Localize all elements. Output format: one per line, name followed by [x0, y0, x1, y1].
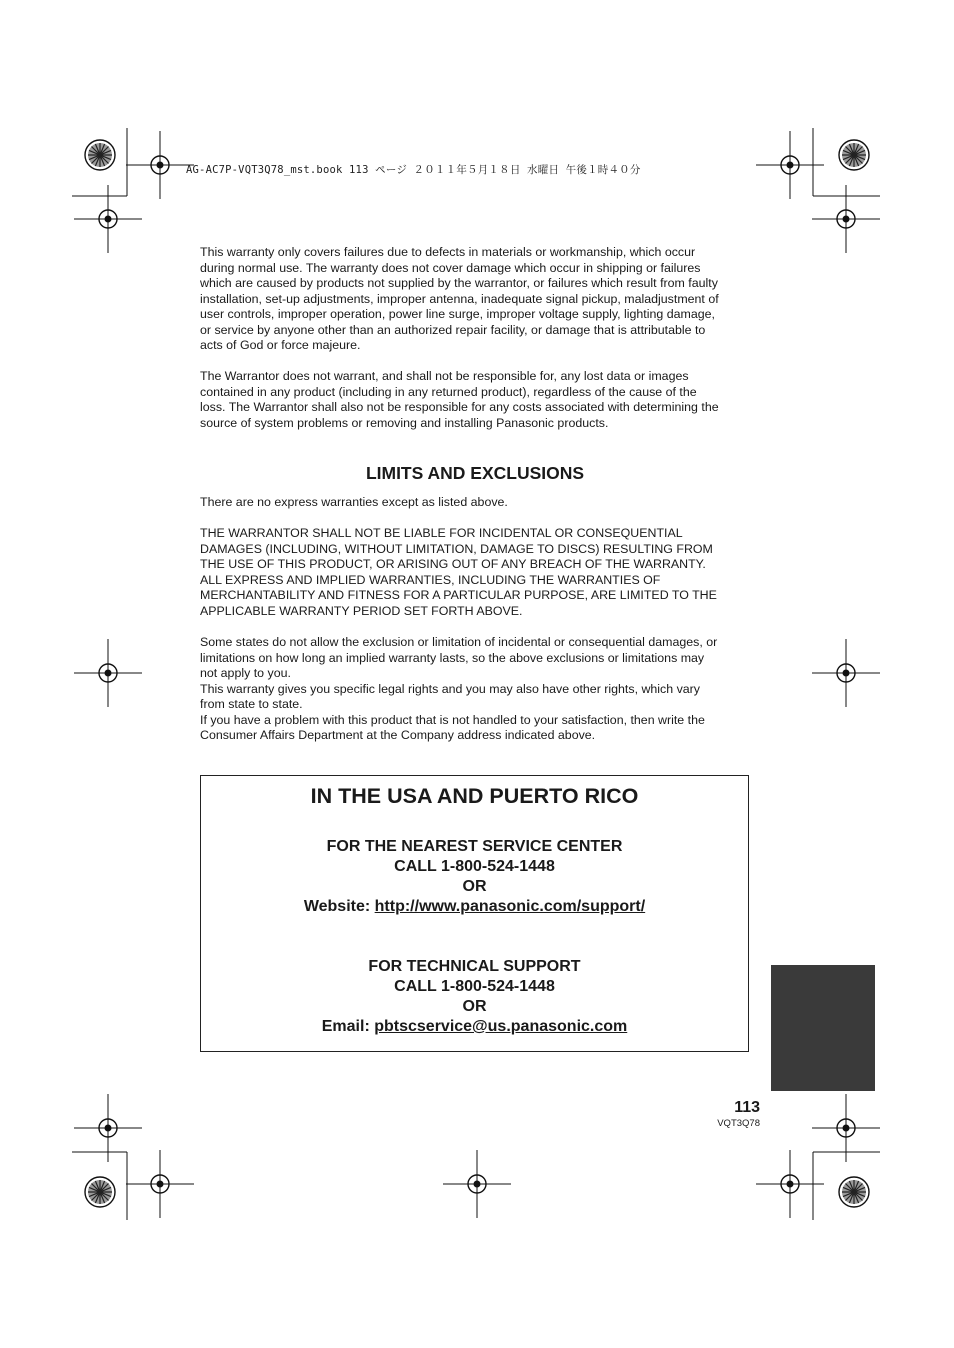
text-line: The Warrantor does not warrant, and shall not be responsible for, any lost data or images — [200, 369, 689, 383]
text-line: DAMAGES (INCLUDING, WITHOUT LIMITATION, DAMAGE TO DISCS) RESULTING FROM — [200, 541, 713, 556]
text-line: user controls, improper operation, power line surge, improper voltage supply, lighting damage, — [200, 307, 715, 321]
express-warranty-paragraph — [200, 495, 750, 511]
text-line: This warranty gives you specific legal rights and you may also have other rights, which vary — [200, 681, 700, 696]
warranty-coverage-paragraph — [200, 245, 750, 354]
text-line: source of system problems or removing and installing Panasonic products. — [200, 415, 609, 430]
print-header-line: AG-AC7P-VQT3Q78_mst.book 113 ページ ２０１１年５月１８日 水曜日 午後１時４０分 — [186, 164, 641, 176]
text-line: which are caused by products not supplied by the warrantor, or failures which result from faulty — [200, 276, 718, 290]
tech-support-heading: FOR TECHNICAL SUPPORT — [368, 958, 581, 975]
text-line: loss. The Warrantor shall also not be responsible for any costs associated with determining the — [200, 400, 719, 414]
text-line: This warranty only covers failures due to defects in materials or workmanship, which occur — [200, 245, 696, 259]
text-line: during normal use. The warranty does not cover damage which occur in shipping or failures — [200, 260, 701, 275]
service-phone: CALL 1-800-524-1448 — [394, 858, 555, 875]
text-line: or service by anyone other than an authorized repair facility, or damage that is attributable to — [200, 322, 706, 337]
document-code: VQT3Q78 — [717, 1118, 760, 1129]
lost-data-paragraph — [200, 369, 750, 431]
text-line: ALL EXPRESS AND IMPLIED WARRANTIES, INCLUDING THE WARRANTIES OF — [200, 572, 661, 587]
page-number: 113 — [734, 1099, 760, 1116]
service-website-line — [201, 897, 748, 917]
service-center-heading: FOR THE NEAREST SERVICE CENTER — [326, 838, 623, 855]
text-line: If you have a problem with this product that is not handled to your satisfaction, then write the — [200, 712, 705, 727]
text-line: THE WARRANTOR SHALL NOT BE LIABLE FOR INCIDENTAL OR CONSEQUENTIAL — [200, 526, 683, 540]
text-line: APPLICABLE WARRANTY PERIOD SET FORTH ABOVE. — [200, 603, 523, 618]
tech-support-or: OR — [462, 998, 487, 1015]
website-label: Website: — [303, 898, 375, 915]
support-website-link[interactable]: http://www.panasonic.com/support/ — [374, 898, 646, 915]
contact-box-title: IN THE USA AND PUERTO RICO — [310, 784, 639, 808]
text-line: Consumer Affairs Department at the Company address indicated above. — [200, 728, 596, 742]
email-label: Email: — [321, 1018, 375, 1035]
text-line: acts of God or force majeure. — [200, 338, 361, 352]
text-line: THE USE OF THIS PRODUCT, OR ARISING OUT OF ANY BREACH OF THE WARRANTY. — [200, 557, 706, 571]
text-line: installation, set-up adjustments, improper antenna, inadequate signal pickup, maladjustment of — [200, 291, 719, 306]
text-line: There are no express warranties except as listed above. — [200, 495, 508, 509]
text-line: contained in any product (including in any returned product), regardless of the cause of the — [200, 384, 697, 399]
tech-support-phone: CALL 1-800-524-1448 — [394, 978, 555, 995]
support-email-link[interactable]: pbtscservice@us.panasonic.com — [374, 1018, 628, 1035]
state-rights-paragraph — [200, 635, 750, 744]
contact-box — [200, 775, 749, 1052]
text-line: MERCHANTABILITY AND FITNESS FOR A PARTICULAR PURPOSE, ARE LIMITED TO THE — [200, 588, 717, 602]
text-line: limitations on how long an implied warranty lasts, so the above exclusions or limitations may — [200, 650, 705, 665]
limits-section-title: LIMITS AND EXCLUSIONS — [365, 463, 585, 483]
text-line: Some states do not allow the exclusion or limitation of incidental or consequential damages, or — [200, 635, 718, 649]
section-side-tab — [771, 965, 875, 1091]
tech-support-email-line — [201, 1017, 748, 1037]
text-line: not apply to you. — [200, 666, 291, 680]
service-or: OR — [462, 878, 487, 895]
text-line: from state to state. — [200, 697, 303, 711]
liability-paragraph — [200, 526, 750, 619]
